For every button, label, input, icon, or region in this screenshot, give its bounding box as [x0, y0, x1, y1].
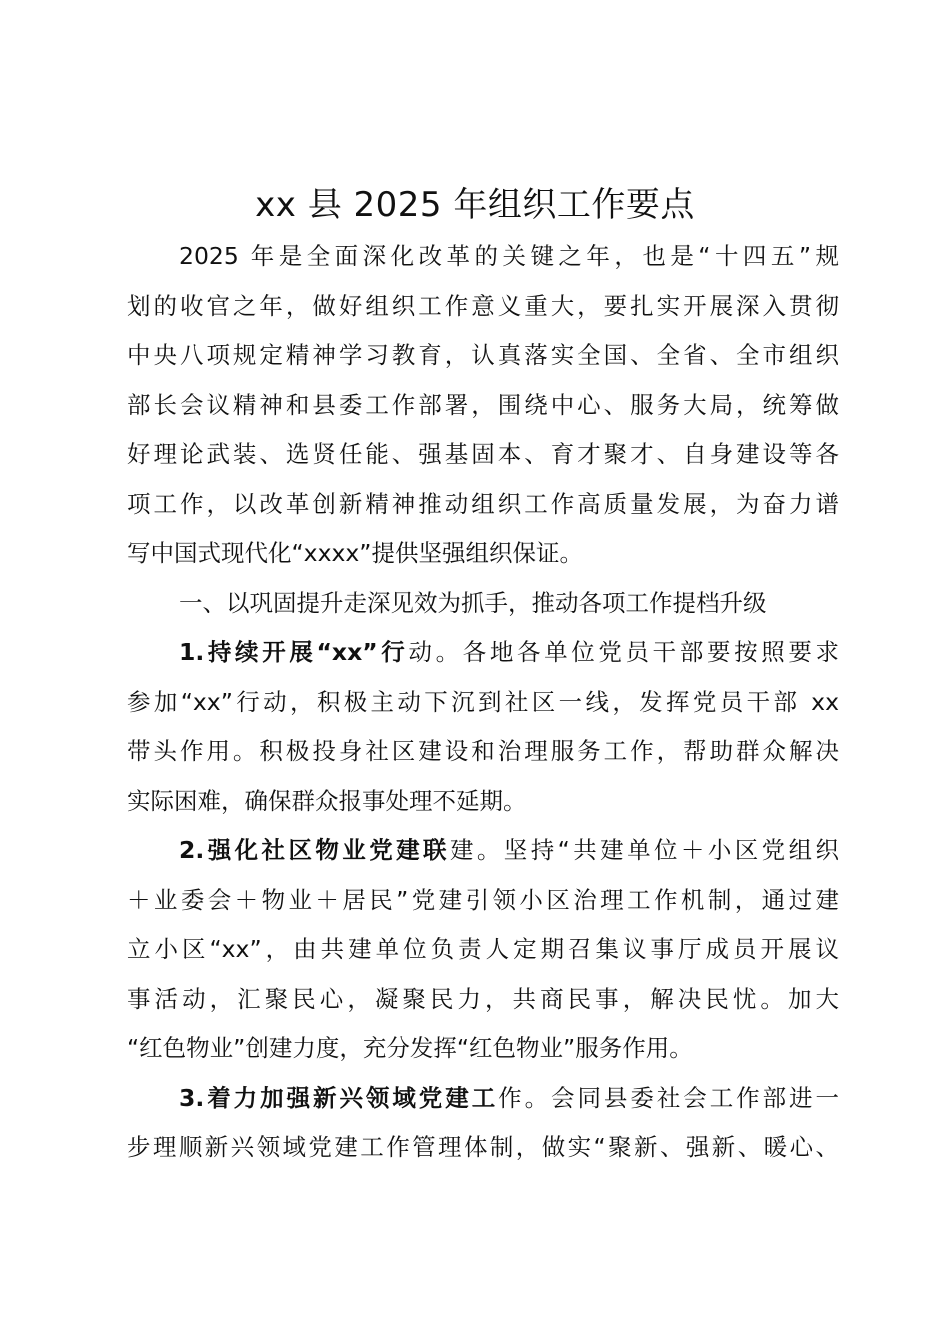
item-1-line: 参加“xx”行动，积极主动下沉到社区一线，发挥党员干部 xx	[127, 687, 839, 716]
intro-line: 中央八项规定精神学习教育，认真落实全国、全省、全市组织	[127, 341, 839, 369]
item-3-text: 作。会同县委社会工作部进一	[498, 1083, 839, 1112]
item-1-line: 实际困难，确保群众报事处理不延期。	[127, 786, 527, 815]
intro-line: 好理论武装、选贤任能、强基固本、育才聚才、自身建设等各	[127, 440, 839, 468]
item-2-line: “红色物业”创建力度，充分发挥“红色物业”服务作用。	[127, 1034, 693, 1062]
item-1-heading: 1.持续开展“xx”行	[179, 638, 409, 666]
item-2-line: 立小区“xx”，由共建单位负责人定期召集议事厅成员开展议	[127, 935, 839, 963]
intro-line: 2025 年是全面深化改革的关键之年，也是“十四五”规	[179, 242, 839, 270]
section-heading: 一、以巩固提升走深见效为抓手，推动各项工作提档升级	[179, 588, 767, 617]
item-1-first-line	[127, 628, 839, 678]
item-3-line: 步理顺新兴领域党建工作管理体制，做实“聚新、强新、暖心、	[127, 1133, 839, 1161]
item-2-first-line	[127, 826, 839, 876]
item-1-line: 带头作用。积极投身社区建设和治理服务工作，帮助群众解决	[127, 737, 839, 765]
item-2-text: 建。坚持“共建单位＋小区党组织	[449, 836, 839, 864]
document-body	[127, 232, 839, 1173]
item-2-heading: 2.强化社区物业党建联	[179, 836, 450, 864]
item-2-line: 事活动，汇聚民心，凝聚民力，共商民事，解决民忧。加大	[127, 984, 839, 1013]
item-2-line: ＋业委会＋物业＋居民”党建引领小区治理工作机制，通过建	[127, 885, 839, 914]
intro-line: 部长会议精神和县委工作部署，围绕中心、服务大局，统筹做	[127, 390, 839, 419]
intro-line: 项工作，以改革创新精神推动组织工作高质量发展，为奋力谱	[127, 489, 839, 518]
intro-line: 写中国式现代化“xxxx”提供坚强组织保证。	[127, 539, 583, 567]
document-title: xx 县 2025 年组织工作要点	[255, 185, 695, 225]
item-3-first-line	[127, 1074, 839, 1124]
item-1-text: 动。各地各单位党员干部要按照要求	[408, 638, 840, 666]
intro-line: 划的收官之年，做好组织工作意义重大，要扎实开展深入贯彻	[127, 291, 839, 320]
item-3-heading: 3.着力加强新兴领域党建工	[179, 1083, 499, 1112]
